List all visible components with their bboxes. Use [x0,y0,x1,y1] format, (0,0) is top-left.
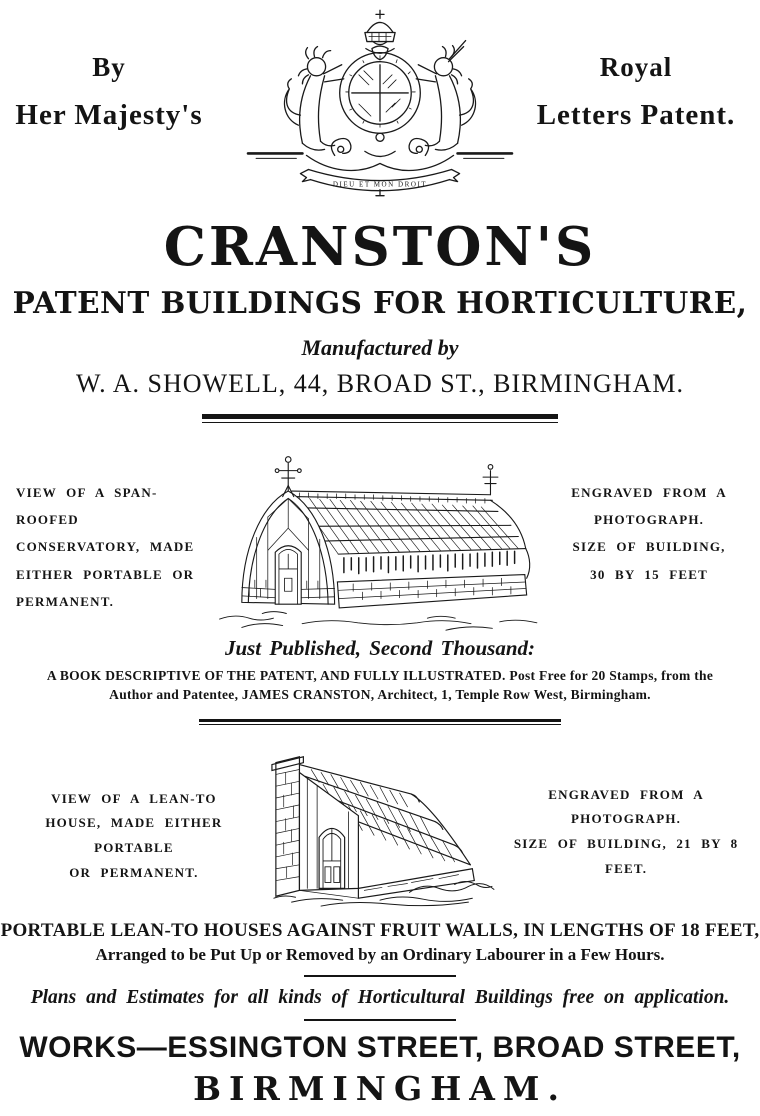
page-title: PATENT BUILDINGS FOR HORTICULTURE, [12,285,748,321]
side-base-wall [338,574,527,607]
by-her-majestys-text [14,52,204,132]
plans-estimates-line: Plans and Estimates for all kinds of Horticultural Buildings free on application. [30,986,730,1008]
caption-line: VIEW OF A SPAN-ROOFED [16,484,158,527]
span-roof-conservatory-engraving [214,439,548,634]
span-roof-section [0,439,760,634]
royal-letters-patent-text [530,52,742,132]
works-city-line: BIRMINGHAM. [193,1068,567,1108]
book-blurb-line2: Author and Patentee, JAMES CRANSTON, Architect, 1, Temple Row West, Birmingham. [109,687,651,703]
crown-icon [365,10,395,44]
short-rule [304,1019,456,1021]
lion-supporter-icon [284,47,343,151]
caption-line: SIZE OF BUILDING, [572,539,726,555]
lean-to-house-engraving [262,743,498,910]
header-left-line1: By [92,52,126,82]
garter-shield [340,53,421,142]
scroll-compartment [306,139,453,171]
caption-line: PHOTOGRAPH. [594,511,705,527]
book-blurb-line1: A BOOK DESCRIPTIVE OF THE PATENT, AND FULLY ILLUSTRATED. Post Free for 20 Stamps, from the [46,667,714,683]
just-published-line: Just Published, Second Thousand: [224,635,536,660]
short-rule [304,975,456,977]
masthead [0,216,760,423]
caption-line: HOUSE, MADE EITHER PORTABLE [45,815,223,856]
span-roof-figure [214,439,548,634]
brand-title: CRANSTON'S [163,216,597,278]
caption-line: EITHER PORTABLE OR [16,566,195,582]
page-header [0,0,760,198]
manufactured-by-label: Manufactured by [301,334,459,360]
caption-line: PHOTOGRAPH. [571,811,682,827]
lean-to-section [0,743,760,910]
arms-motto-text: DIEU ET MON DROIT [332,180,428,189]
front-face [299,772,358,890]
caption-line: SIZE OF BUILDING, 21 BY 8 FEET. [513,836,739,876]
lean-to-caption-left [6,787,262,886]
motto-ribbon [300,170,459,191]
manufacturer-line: W. A. SHOWELL, 44, BROAD ST., BIRMINGHAM. [76,368,684,398]
page-footer [0,920,760,1108]
back-wall [272,757,303,896]
caption-line: PERMANENT. [16,593,115,609]
header-right-line1: Royal [599,52,673,82]
works-address-line: WORKS—ESSINGTON STREET, BROAD STREET, [19,1030,741,1064]
span-roof-caption-left [10,479,214,615]
unicorn-supporter-icon [416,41,475,151]
front-gable [242,485,335,604]
double-rule-divider [202,414,558,423]
caption-line: OR PERMANENT. [69,864,199,880]
header-right-line2: Letters Patent. [536,99,736,131]
portable-houses-line1: PORTABLE LEAN-TO HOUSES AGAINST FRUIT WALLS, IN LENGTHS OF 18 FEET, [0,919,760,941]
caption-line: ENGRAVED FROM A [548,786,704,802]
caption-line: ENGRAVED FROM A [571,484,727,500]
span-roof-caption-right [548,479,750,588]
caption-line: CONSERVATORY, MADE [16,539,195,555]
lean-to-caption-right [498,783,754,882]
portable-houses-line2: Arranged to be Put Up or Removed by an Ordinary Labourer in a Few Hours. [95,944,665,964]
book-notice [0,636,760,725]
thin-rule-divider [199,719,561,725]
ground [220,611,537,630]
caption-line: VIEW OF A LEAN-TO [51,790,217,806]
finial-icons [275,456,498,494]
lean-to-figure [262,743,498,910]
header-left-line2: Her Majesty's [15,99,203,131]
royal-coat-of-arms-icon [244,4,516,198]
caption-line: 30 BY 15 FEET [590,566,709,582]
